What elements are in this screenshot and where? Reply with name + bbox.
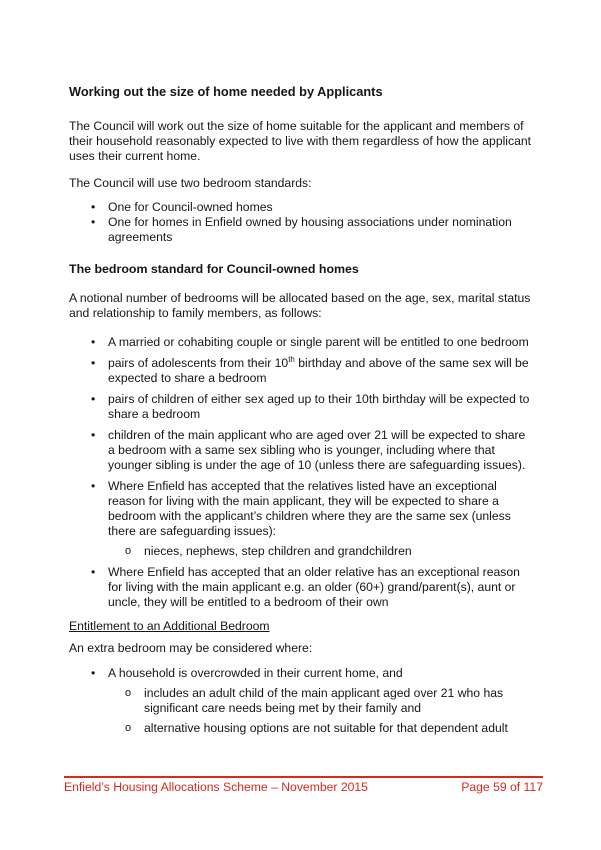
- list-item: • Where Enfield has accepted that an older relative has an exceptional reason for living with the main applicant e.g. an older (60+) grand/parent(s), aunt or uncle, they will be entitled to a bedroom of their own: [69, 565, 532, 610]
- list-item: o nieces, nephews, step children and grandchildren: [108, 544, 532, 559]
- standards-list: [69, 200, 532, 245]
- list-item: [69, 356, 532, 386]
- rule-relatives-text: Where Enfield has accepted that the relatives listed have an exceptional reason for living with the main applicant, they will be expected to share a bedroom with the applicant’s children where they are the same sex (unless there are safeguarding issues):: [108, 479, 511, 538]
- list-item: o alternative housing options are not suitable for that dependent adult: [108, 721, 532, 736]
- list-item: • children of the main applicant who are aged over 21 will be expected to share a bedroom with a same sex sibling who is younger, including where that younger sibling is under the age of 10 (unless there are safeguarding issues).: [69, 428, 532, 473]
- list-item: [69, 479, 532, 559]
- document-body: [69, 84, 532, 736]
- additional-bedroom-list: [69, 666, 532, 736]
- additional-bedroom-sub-list: [108, 686, 532, 736]
- ordinal-superscript: th: [288, 354, 295, 364]
- section-heading-additional-bedroom: Entitlement to an Additional Bedroom: [69, 619, 270, 633]
- page-title: Working out the size of home needed by Applicants: [69, 84, 383, 99]
- section-heading-bedroom-standard: The bedroom standard for Council-owned homes: [69, 262, 359, 276]
- overcrowded-condition-text: A household is overcrowded in their current home, and: [108, 666, 403, 680]
- footer-document-title: Enfield’s Housing Allocations Scheme – November 2015: [64, 780, 368, 794]
- rule-adolescents-text: pairs of adolescents from their 10: [108, 356, 289, 370]
- standards-intro: The Council will use two bedroom standards:: [69, 176, 312, 190]
- bedroom-standard-list: [69, 335, 532, 610]
- rule-adolescents-text: birthday and above of the same sex will be expected to share a bedroom: [108, 356, 529, 385]
- relatives-sub-list: [108, 544, 532, 559]
- intro-paragraph: The Council will work out the size of home suitable for the applicant and members of their household reasonably expected to live with them regardless of how the applicant uses their current home.: [69, 119, 532, 163]
- footer-page-number: Page 59 of 117: [461, 780, 543, 794]
- list-item: • One for homes in Enfield owned by housing associations under nomination agreements: [69, 215, 532, 245]
- list-item: • One for Council-owned homes: [69, 200, 532, 215]
- list-item: o includes an adult child of the main applicant aged over 21 who has significant care needs being met by their family and: [108, 686, 532, 716]
- page-footer: [64, 776, 543, 795]
- list-item: • pairs of children of either sex aged up to their 10th birthday will be expected to share a bedroom: [69, 392, 532, 422]
- list-item: • A married or cohabiting couple or single parent will be entitled to one bedroom: [69, 335, 532, 350]
- additional-bedroom-intro: An extra bedroom may be considered where:: [69, 641, 313, 655]
- bedroom-standard-intro: A notional number of bedrooms will be allocated based on the age, sex, marital status and relationship to family members, as follows:: [69, 291, 531, 320]
- list-item: [69, 666, 532, 736]
